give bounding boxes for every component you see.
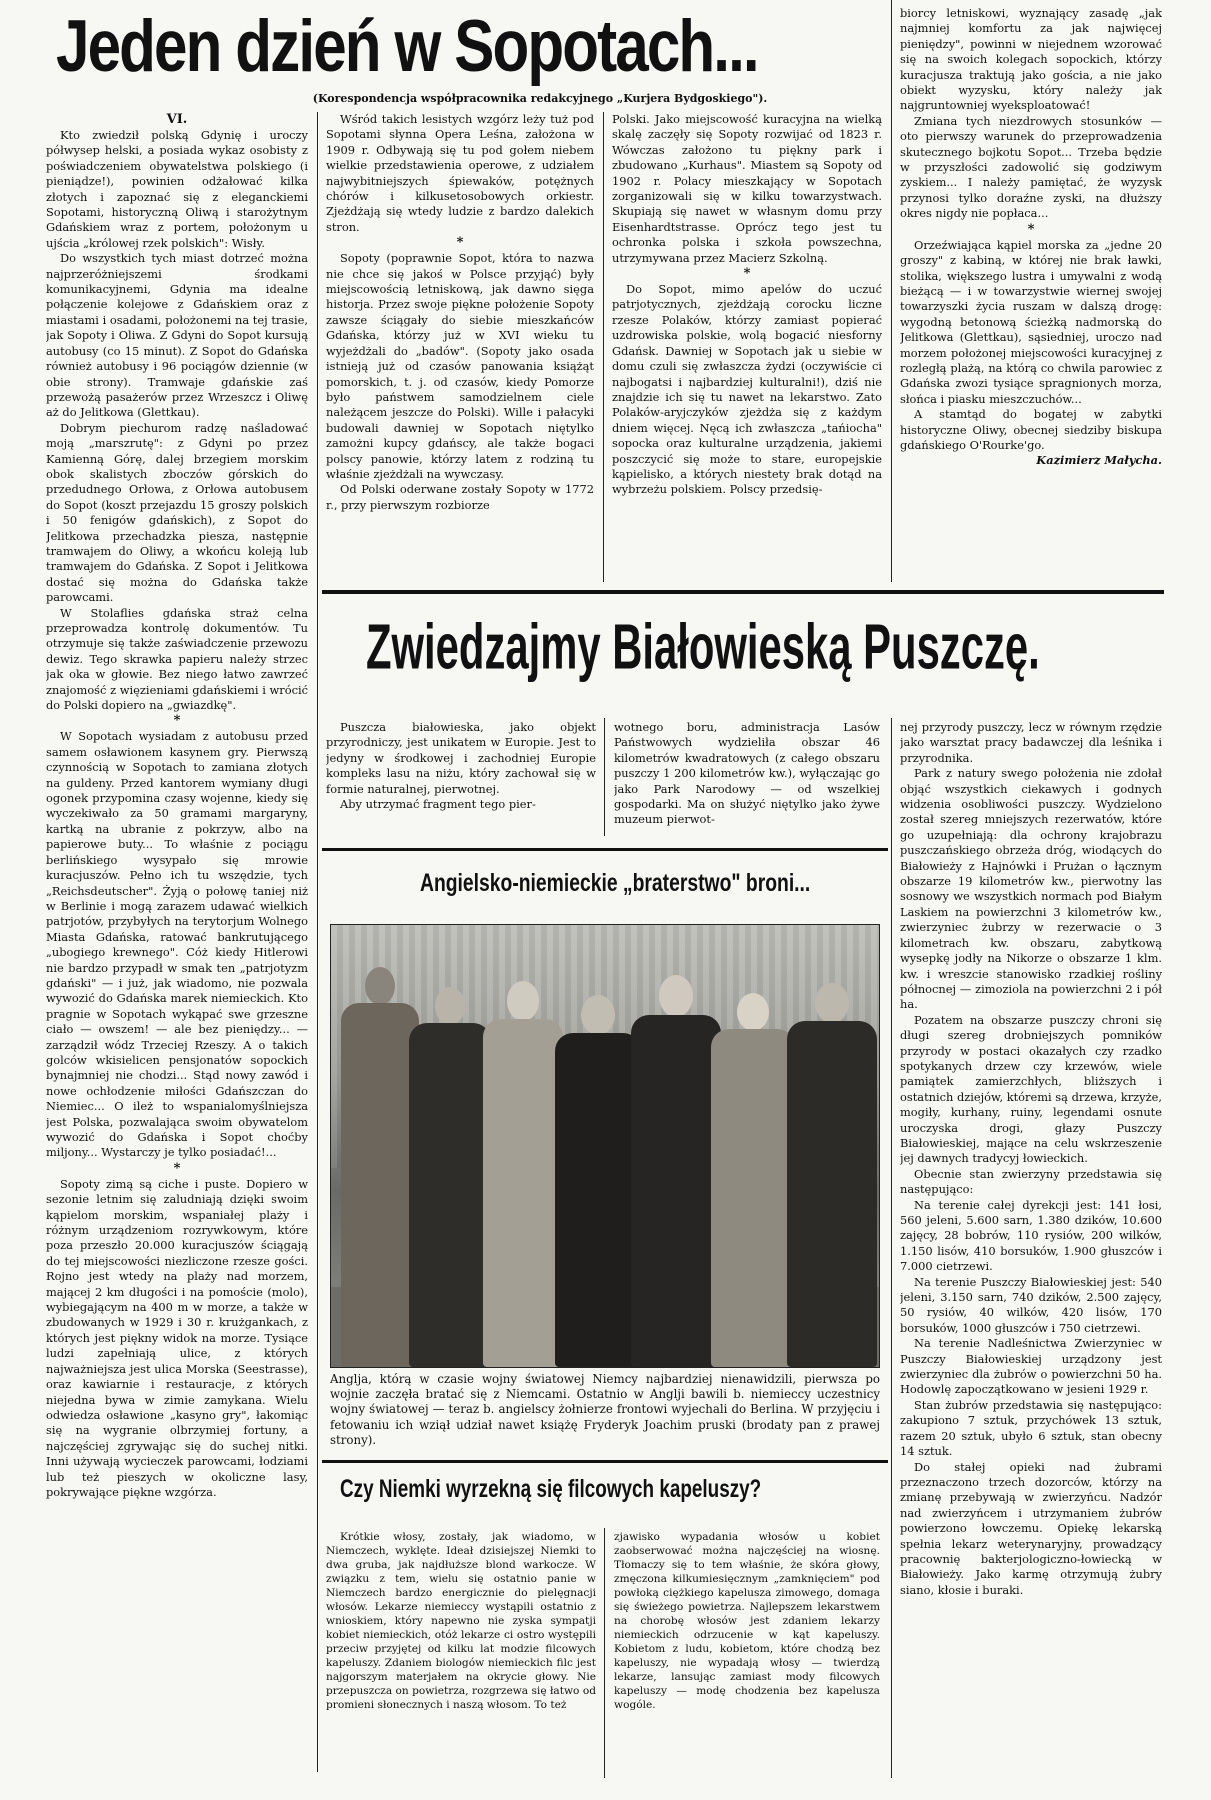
column-divider: [604, 718, 605, 836]
article1-subtitle: (Korespondencja współpracownika redakcyjnego „Kurjera Bydgoskiego").: [312, 92, 768, 105]
paragraph: Obecnie stan zwierzyny przedstawia się następująco:: [900, 1166, 1162, 1197]
paragraph: Sopoty (poprawnie Sopot, która to nazwa nie chce się jakoś w Polsce przyjąć) były miejscowością letniskową, jak dawno sięga historja. Przez swoje piękne położenie Sopoty zawsze ściągały do siebie mieszkańców Gdańska, którzy już w XVI wieku tu wyjeżdżali do „badów". (Sopoty jako osada istnieją już od czasów panowania książąt pomorskich, t. j. od czasów, kiedy Pomorze było państwem samodzielnem ciele należącem jeszcze do Polski). Wille i pałacyki budowali dawniej w Sopotach niętylko zamożni kupcy gdańscy, ale także bogaci polscy panowie, którzy latem z rodziną tu właśnie zjeżdżali na wywczasy.: [326, 251, 594, 481]
paragraph: Aby utrzymać fragment tego pier-: [340, 797, 536, 812]
separator-star: *: [173, 713, 181, 729]
paragraph: Polski. Jako miejscowość kuracyjna na wielką skalę zaczęły się Sopoty rozwijać od 1823 r. Wówczas założono tu piękny park i zbudowano „Kurhaus". Miastem są Sopoty od 1902 r. Polacy mieszkający w Sopotach zorganizowali się w kilku towarzystwach. Skupiają się nawet w własnym domu przy Eisenhardtstrasse. Oprócz tego jest tu ochronka polska i szkoła powszechna, utrzymywana przez Macierz Szkolną.: [612, 112, 882, 265]
paragraph: zjawisko wypadania włosów u kobiet zaobserwować można najczęściej na wiosnę. Tłomaczy się to tem właśnie, że skóra głowy, zmęczona kilkumiesięcznym „zamknięciem" pod powłoką ciężkiego kapelusza zimowego, domaga się świeżego powietrza. Najlepszem lekarstwem na chorobę włosów jest zdaniem lekarzy niemieckich odrzucenie w kąt kapeluszy. Kobietom z ludu, kobietom, które chodzą bez kapeluszy, nie wypadają włosy — twierdzą lekarze, lansując zamiast mody filcowych kapeluszy — modę chodzenia bez kapelusza wogóle.: [614, 1531, 880, 1711]
column-divider: [891, 718, 892, 1778]
paragraph: Zmiana tych niezdrowych stosunków — oto pierwszy warunek do przeprowadzenia skutecznego bojkotu Sopot... Trzeba będzie w przyszłości zadowolić się godziwym zyskiem... I należy pamiętać, że wyzysk przynosi tylko doraźne zyski, na dłuższy okres nigdy nie popłaca...: [900, 113, 1162, 221]
paragraph: Kto zwiedził polską Gdynię i uroczy półwysep helski, a posiada wykaz osobisty z poświadczeniem obywatelstwa polskiego (i pieniądze!), powinien odżałować kilka złotych i zapoznać się z eleganckiemi Sopotami, historyczną Oliwą i starożytnym Gdańskiem wraz z portem, położonym u ujścia „królowej rzek polskich": Wisły.: [46, 128, 308, 250]
paragraph: nej przyrody puszczy, lecz w równym rzędzie jako warsztat pracy badawczej dla leśnika i przyrodnika.: [900, 720, 1162, 765]
paragraph: Orzeźwiająca kąpiel morska za „jedne 20 groszy" z kabiną, w której nie brak ławki, stolika, większego lustra i umywalni z wodą bieżącą — i w towarzystwie wiernej swojej towarzyszki życia ruszam w dalszą drogę: wygodną betonową ścieżką nadmorską do Jelitkowa (Glettkau), sąsiedniej, uroczo nad morzem położonej miejscowości kuracyjnej z rozległą plażą, na którą co chwila parowiec z Gdańska zwozi tysiące spragnionych morza, słońca i piasku mieszczuchów...: [900, 237, 1162, 406]
column-divider: [603, 112, 604, 582]
article4-column-1: [326, 1530, 596, 1778]
separator-star: *: [1027, 221, 1035, 237]
section-rule: [322, 1460, 888, 1463]
column-divider: [891, 0, 892, 582]
paragraph: Sopoty zimą są ciche i puste. Dopiero w sezonie letnim się zaludniają dzięki swoim kąpielom morskim, wspaniałej plaży i różnym urządzeniom rozrywkowym, które poza przeszło 20.000 kuracjuszów ściągają do tej miejscowości niezliczone rzesze gości. Rojno jest wtedy na plaży nad morzem, mającej 2 km długości i na pomoście (molo), wybiegającym na 400 m w morze, a także w zbudowanych w 1929 i 30 r. krużgankach, z których jest piękny widok na morze. Tysiące ludzi zapełniają ulice, z których najważniejsza jest ulica Morska (Seestrasse), oraz kawiarnie i restauracje, z których niejedna bywa w zimie zamykana. Wielu odwiedza osławione „kasyno gry", łakomiąc się na wygranie olbrzymiej fortuny, a najczęściej zgrywając się do suchej nitki. Inni używają wycieczek parowcami, łodziami lub też pieszych w okoliczne lasy, pokrywające piękne wzgórza.: [46, 1176, 308, 1499]
news-photograph: [330, 924, 880, 1368]
paragraph: W Stolaflies gdańska straż celna przeprowadza kontrolę dokumentów. Tu otrzymuje się także zaświadczenie przewozu dewiz. Tego skrawka papieru należy strzec jak oka w głowie. Bez niego łatwo zawrzeć znajomość z więzieniami gdańskiemi i wrócić do Polski dopiero na „gwiazdkę".: [46, 605, 308, 713]
paragraph: Krótkie włosy, zostały, jak wiadomo, w Niemczech, wyklęte. Ideał dzisiejszej Niemki to dwa gruba, jak najdłuższe blond warkocze. W związku z tem, wielu się ostatnio panie w Niemczech bardzo energicznie do pielęgnacji włosów. Lekarze niemieccy wystąpili ostatnio z wnioskiem, który napewno nie zyska sympatji kobiet niemieckich, otóż lekarze ci ostro występili przeciw przyjętej od kilku lat modzie filcowych kapeluszy. Zdaniem biologów niemieckich filc jest najgorszym materjałem na okrycie głowy. Nie przepuszcza on powietrza, rozgrzewa się łatwo od promieni słonecznych i naszą włosom. To też: [326, 1531, 596, 1711]
article2-column-2: [614, 720, 880, 840]
column-divider: [317, 112, 318, 1772]
separator-star: *: [173, 1160, 181, 1176]
section-rule: [322, 590, 1164, 594]
section-mark: VI.: [166, 112, 188, 127]
article1-title: Jeden dzień w Sopotach...: [56, 4, 758, 87]
paragraph: Do stałej opieki nad żubrami przeznaczono trzech dozorców, którzy na zmianę przebywają w zwierzyńcu. Nadzór nad zwierzyńcem i utrzymaniem żubrów powierzono łowczemu. Opiekę lekarską spełnia lekarz weterynaryjny, prowadzący pracownię bakterjologiczno-łowiecką w Białowieży. Jako karmę otrzymują żubry siano, kłosie i buraki.: [900, 1459, 1162, 1597]
paragraph: Dobrym piechurom radzę naśladować moją „marszrutę": z Gdyni po przez Kamienną Górę, dalej brzegiem morskim obok skalistych zboczów górskich do przedudnego Orłowa, z Orłowa autobusem do Sopot (koszt przejazdu 15 groszy polskich i 50 fenigów gdańskich), z Sopot do Jelitkowa przechadzka piesza, następnie tramwajem do Oliwy, a wkońcu koleją lub tramwajem do Gdańska. Z Sopot i Jelitkowa dostać się można do Gdańska także parowcami.: [46, 420, 308, 605]
column-divider: [604, 1528, 605, 1778]
paragraph: A stamtąd do bogatej w zabytki historyczne Oliwy, obecnej siedziby biskupa gdańskiego O'Rourke'go.: [900, 407, 1162, 452]
paragraph: Wśród takich lesistych wzgórz leży tuż pod Sopotami słynna Opera Leśna, założona w 1909 r. Odbywają się tu pod gołem niebem wielkie przedstawienia operowe, z udziałem najwybitniejszych śpiewaków, potężnych chórów i kilkusetosobowych orkiestr. Zjeżdżają się wtedy ludzie z bardzo dalekich stron.: [326, 112, 594, 234]
article4-title: Czy Niemki wyrzekną się filcowych kapeluszy?: [340, 1475, 762, 1503]
paragraph: wotnego boru, administracja Lasów Państwowych wydzieliła obszar 46 kilometrów kwadratowych (z całego obszaru puszczy 1 200 kilometrów kw.), wyłączając go jako Park Narodowy — od wszelkiej gospodarki. Ma on służyć niętylko jako żywe muzeum pierwot-: [614, 720, 880, 827]
paragraph: Od Polski oderwane zostały Sopoty w 1772 r., przy pierwszym rozbiorze: [326, 482, 594, 512]
paragraph: Park z natury swego położenia nie zdołał objąć wszystkich ciekawych i godnych widzenia osobliwości puszczy. Wydzielono został szereg mniejszych rezerwatów, które go uzupełniają: dla ochrony krajobrazu puszczańskiego obrzeża dróg, wiodących do Białowieży z Hajnówki i Prużan o łącznym obszarze 19 kilometrów kw., pierwotny las sosnowy we wszystkich normach pod Białym Laskiem na powierzchni 3 kilometrów kw., zwierzyniec żubrzy w rezerwacie o 3 kilometrach kw. obszaru, zabytkową wysepkę jodły na Nikorze o obszarze 1 klm. kw. i wreszcie stanowisko rzadkiej rośliny północnej — zimoziola na powierzchni 2 i pół ha.: [900, 766, 1162, 1012]
article4-column-2: [614, 1530, 880, 1778]
paragraph: Do wszystkich tych miast dotrzeć można najprzeróżniejszemi środkami komunikacyjnemi, Gdynia ma idealne połączenie kolejowe z Gdańskiem oraz z miastami i osadami, położonemi na tej trasie, jak Sopoty i Oliwa. Z Gdyni do Sopot kursują autobusy (co 15 minut). Z Sopot do Gdańska również autobusy i 96 pociągów dziennie (w obie strony). Tramwaje gdańskie zaś przewożą pasażerów przez Wrzeszcz i Oliwę aż do Jelitkowa (Glettkau).: [46, 251, 308, 420]
article1-column-2: [326, 112, 594, 582]
paragraph: W Sopotach wysiadam z autobusu przed samem osławionem kasynem gry. Pierwszą czynnością w Sopotach to zamiana złotych na guldeny. Przed kantorem wymiany długi ogonek przypomina czasy wojenne, kiedy się wyczekiwało za 50 gramami margaryny, kartką na ubranie z pokrzyw, albo na papierowe buty... To właśnie z pociągu berlińskiego wysypało się mrowie kuracjuszów. Pełno ich tu wszędzie, tych „Reichsdeutscher". Żyją o połowę taniej niż w Berlinie i mogą zarazem udawać wielkich patrjotów, przybyłych na terytorjum Wolnego Miasta Gdańska, ratować bankrutującego „ubogiego krewnego". Cóż kiedy Hitlerowi nie bardzo przypadł w smak ten „patrjotyzm gdański" — i już, jak wiadomo, nie pozwala wywozić do Gdańska marek niemieckich. Kto pragnie w Sopotach wykąpać swe grzeszne ciało — owszem! — ale bez pieniędzy... — zarządził wódz Trzeciej Rzeszy. A o takich golców wkisielicen pensjonatów sopockich bynajmniej nie chodzi... Stąd nowy zawód i nowe ochłodzenie miłości Gdańszczan do Niemiec... O ileż to wspanialomyślniejsza jest Polska, pozwalająca swoim obywatelom wywozić do Gdańska i Sopot choćby miljony... Wystarczy je tylko posiadać!...: [46, 729, 308, 1160]
paragraph: Na terenie całej dyrekcji jest: 141 łosi, 560 jeleni, 5.600 sarn, 1.380 dzików, 10.600 zajęcy, 28 bobrów, 110 rysiów, 200 wilków, 1.150 lisów, 410 borsuków, 1.900 głuszców i 7.000 cietrzewi.: [900, 1197, 1162, 1274]
paragraph: biorcy letniskowi, wyznający zasadę „jak najmniej komfortu za jak najwięcej pieniędzy", powinni w niejednem wzorować się na swoich kolegach sopockich, którzy kuracjusza traktują jako gościa, a nie jako obiekt wyzysku, który należy jak najgruntowniej wyeksploatować!: [900, 6, 1162, 113]
article1-column-1: [46, 112, 308, 1778]
photo-caption: Anglja, którą w czasie wojny światowej Niemcy najbardziej nienawidzili, pierwsza po wojnie zaczęła bratać się z Niemcami. Ostatnio w Anglji bawili b. niemieccy uczestnicy wojny światowej — teraz b. angielscy żołnierze frontowi wyjechali do Berlina. W przyjęciu i fetowaniu ich wziął udział nawet książę Fryderyk Joachim pruski (brodaty pan z prawej strony).: [330, 1372, 880, 1447]
paragraph: Pozatem na obszarze puszczy chroni się długi szereg drobniejszych pomników przyrody w postaci okazałych czy rzadko spotykanych drzew czy krzewów, wiele pamiątek zamierzchłych, bliższych i ostatnich dziejów, któremi są drzewa, krzyże, mogiły, kurhany, ruiny, legendami osnute uroczyska drogi, głazy Puszczy Białowieskiej, mające na celu wskrzeszenie jej dawnych tradycyj łowieckich.: [900, 1012, 1162, 1166]
paragraph: Na terenie Puszczy Białowieskiej jest: 540 jeleni, 3.150 sarn, 740 dzików, 2.500 zajęcy, 50 rysiów, 40 wilków, 420 lisów, 170 borsuków, 1000 głuszców i 750 cietrzewi.: [900, 1274, 1162, 1335]
article2-column-3: [900, 720, 1162, 1780]
author-signature: Kazimierz Małycha.: [1036, 453, 1162, 468]
paragraph: Stan żubrów przedstawia się następująco: zakupiono 7 sztuk, przychówek 13 sztuk, razem 20 sztuk, ubyło 6 sztuk, stan obecny 14 sztuk.: [900, 1397, 1162, 1459]
article1-column-4: [900, 6, 1162, 582]
paragraph: Do Sopot, mimo apelów do uczuć patrjotycznych, zjeżdżają corocku liczne rzesze Polaków, którzy zamiast popierać uzdrowiska polskie, wolą bogacić niesforny Gdańsk. Dawniej w Sopotach jak u siebie w domu czuli się zwłaszcza żydzi (oczywiście ci najbogatsi i najbardziej kulturalni!), dziś nie znajdzie ich się tu nawet na lekarstwo. Zato Polaków-aryjczyków zjeżdża się z każdym dniem więcej. Nęcą ich zwłaszcza „tańiocha" sopocka oraz kulturalne urządzenia, jakiemi poszczycić się może to stare, europejskie kąpielisko, a których niestety brak dotąd na wybrzeżu polskiem. Polscy przedsię-: [612, 282, 882, 497]
paragraph: Puszcza białowieska, jako objekt przyrodniczy, jest unikatem w Europie. Jest to jedyny w środkowej i zachodniej Europie kompleks lasu na niżu, który zachował się w formie naturalnej, pierwotnej.: [326, 720, 596, 796]
article3-title: Angielsko-niemieckie „braterstwo" broni...: [420, 869, 811, 897]
paragraph: Na terenie Nadleśnictwa Zwierzyniec w Puszczy Białowieskiej urządzony jest zwierzyniec dla żubrów o powierzchni 50 ha. Hodowlę zapoczątkowano w jesieni 1929 r.: [900, 1336, 1162, 1397]
section-rule: [322, 848, 888, 851]
article2-title: Zwiedzajmy Białowieską Puszczę.: [366, 612, 1040, 684]
article2-column-1: [326, 720, 596, 840]
article1-column-3: [612, 112, 882, 582]
separator-star: *: [743, 266, 751, 282]
separator-star: *: [456, 235, 464, 251]
